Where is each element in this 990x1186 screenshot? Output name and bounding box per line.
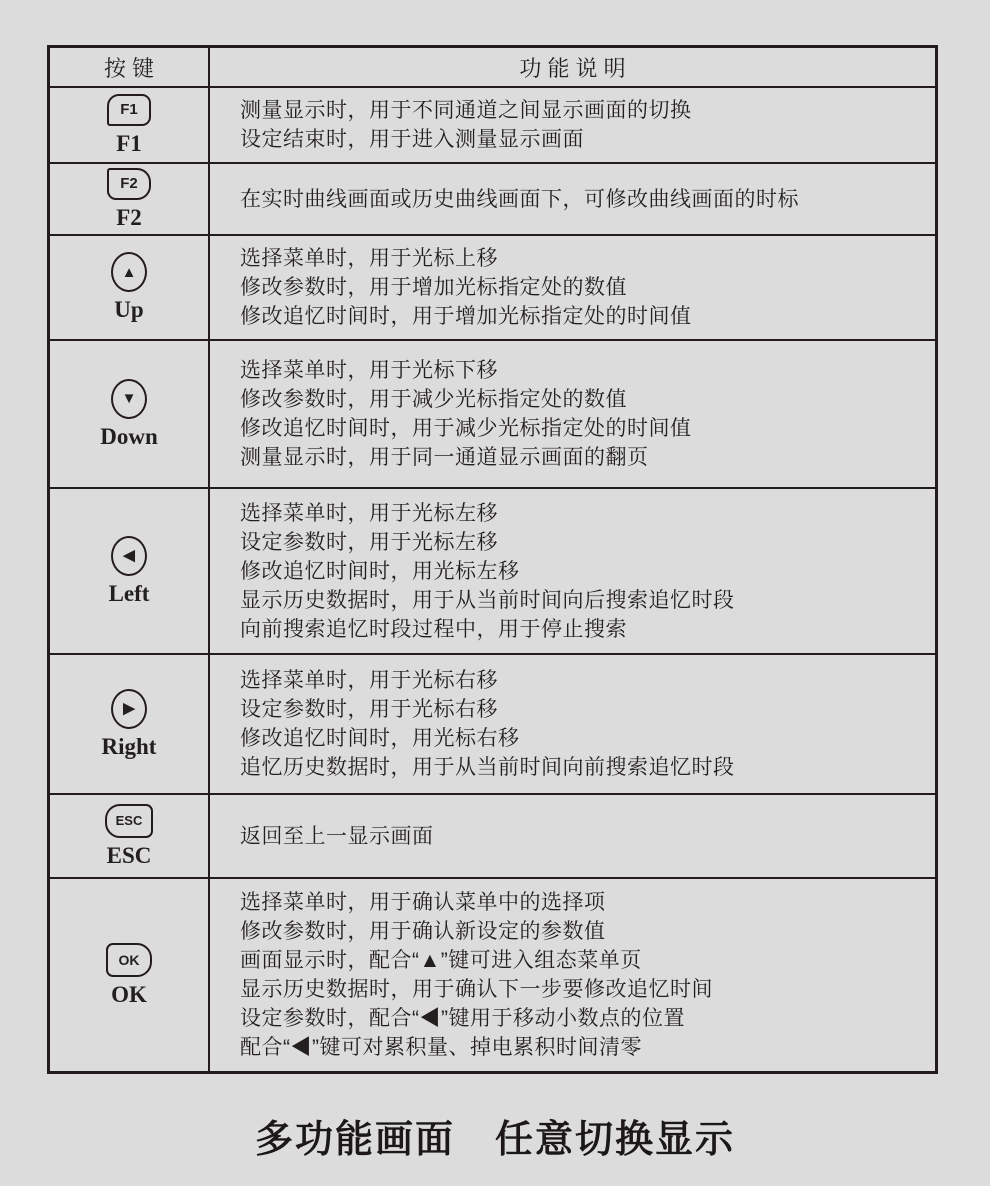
- description-line: 测量显示时，用于不同通道之间显示画面的切换: [240, 99, 692, 122]
- ok-keycap-text: OK: [118, 951, 140, 968]
- description-line: 设定参数时，用于光标右移: [240, 698, 498, 721]
- key-cell-f1: [50, 88, 210, 162]
- key-cell-right: [50, 655, 210, 793]
- key-cell-esc: [50, 795, 210, 877]
- description-line: 配合“◀”键可对累积量、掉电累积时间清零: [240, 1036, 642, 1059]
- key-cell-up: [50, 236, 210, 339]
- table-row: [50, 162, 935, 234]
- description-line: 返回至上一显示画面: [240, 824, 434, 848]
- header-key-column: 按 键: [50, 48, 210, 86]
- f1-key-icon: [107, 94, 151, 126]
- table-row: [50, 877, 935, 1071]
- function-description: [210, 655, 935, 793]
- key-label: OK: [111, 981, 147, 1007]
- table-row: [50, 339, 935, 487]
- function-description: [210, 236, 935, 339]
- key-cell-down: [50, 341, 210, 487]
- key-label: ESC: [106, 842, 152, 868]
- description-line: 选择菜单时，用于确认菜单中的选择项: [240, 891, 606, 914]
- description-line: 显示历史数据时，用于确认下一步要修改追忆时间: [240, 978, 713, 1001]
- left-arrow-key-icon: [111, 536, 147, 576]
- f1-keycap-text: F1: [120, 101, 138, 118]
- description-line: 设定参数时，配合“◀”键用于移动小数点的位置: [240, 1007, 685, 1030]
- left-arrow-glyph: ◀: [123, 547, 135, 564]
- ok-key-icon: [106, 943, 152, 977]
- table-header-row: [50, 48, 935, 86]
- description-line: 选择菜单时，用于光标右移: [240, 669, 498, 692]
- key-cell-ok: [50, 879, 210, 1071]
- description-line: 选择菜单时，用于光标上移: [240, 247, 498, 270]
- description-line: 显示历史数据时，用于从当前时间向后搜索追忆时段: [240, 588, 735, 612]
- footer-title: 多功能画面 任意切换显示: [254, 1119, 735, 1161]
- up-arrow-key-icon: [111, 252, 147, 292]
- key-cell-f2: [50, 164, 210, 234]
- description-line: 画面显示时，配合“▲”键可进入组态菜单页: [240, 949, 642, 972]
- key-function-table: [47, 45, 938, 1074]
- description-line: 修改参数时，用于确认新设定的参数值: [240, 920, 606, 943]
- function-description: [210, 489, 935, 653]
- table-row: [50, 793, 935, 877]
- description-line: 向前搜索追忆时段过程中，用于停止搜索: [240, 617, 627, 641]
- key-label: F1: [116, 130, 142, 156]
- down-arrow-glyph: ▼: [121, 390, 137, 407]
- description-line: 修改参数时，用于减少光标指定处的数值: [240, 388, 627, 411]
- down-arrow-key-icon: [111, 379, 147, 419]
- header-function-column: 功 能 说 明: [519, 55, 626, 81]
- description-line: 修改追忆时间时，用于减少光标指定处的时间值: [240, 417, 692, 440]
- table-row: [50, 86, 935, 162]
- key-label: F2: [116, 204, 142, 230]
- table-row: [50, 234, 935, 339]
- function-description: [210, 341, 935, 487]
- description-line: 设定结束时，用于进入测量显示画面: [240, 128, 584, 151]
- key-cell-left: [50, 489, 210, 653]
- description-line: 设定参数时，用于光标左移: [240, 530, 498, 554]
- key-label: Left: [108, 580, 150, 606]
- function-description: [210, 164, 935, 234]
- function-description: [210, 88, 935, 162]
- description-line: 追忆历史数据时，用于从当前时间向前搜索追忆时段: [240, 756, 735, 779]
- function-description: [210, 879, 935, 1071]
- right-arrow-glyph: ▶: [123, 700, 135, 717]
- esc-keycap-text: ESC: [115, 813, 143, 828]
- function-description: [210, 795, 935, 877]
- description-line: 在实时曲线画面或历史曲线画面下，可修改曲线画面的时标: [240, 187, 799, 211]
- description-line: 测量显示时，用于同一通道显示画面的翻页: [240, 446, 649, 469]
- description-line: 选择菜单时，用于光标左移: [240, 501, 498, 525]
- description-line: 修改追忆时间时，用光标左移: [240, 559, 520, 583]
- key-label: Right: [101, 733, 157, 759]
- f2-keycap-text: F2: [120, 175, 138, 192]
- up-arrow-glyph: ▲: [121, 263, 137, 281]
- key-label: Down: [100, 423, 158, 449]
- description-line: 修改追忆时间时，用于增加光标指定处的时间值: [240, 305, 692, 328]
- key-label: Up: [114, 297, 144, 322]
- esc-key-icon: [105, 804, 153, 838]
- description-line: 修改追忆时间时，用光标右移: [240, 727, 520, 750]
- table-row: [50, 653, 935, 793]
- f2-key-icon: [107, 168, 151, 200]
- table-row: [50, 487, 935, 653]
- description-line: 选择菜单时，用于光标下移: [240, 359, 498, 382]
- right-arrow-key-icon: [111, 689, 147, 729]
- description-line: 修改参数时，用于增加光标指定处的数值: [240, 276, 627, 299]
